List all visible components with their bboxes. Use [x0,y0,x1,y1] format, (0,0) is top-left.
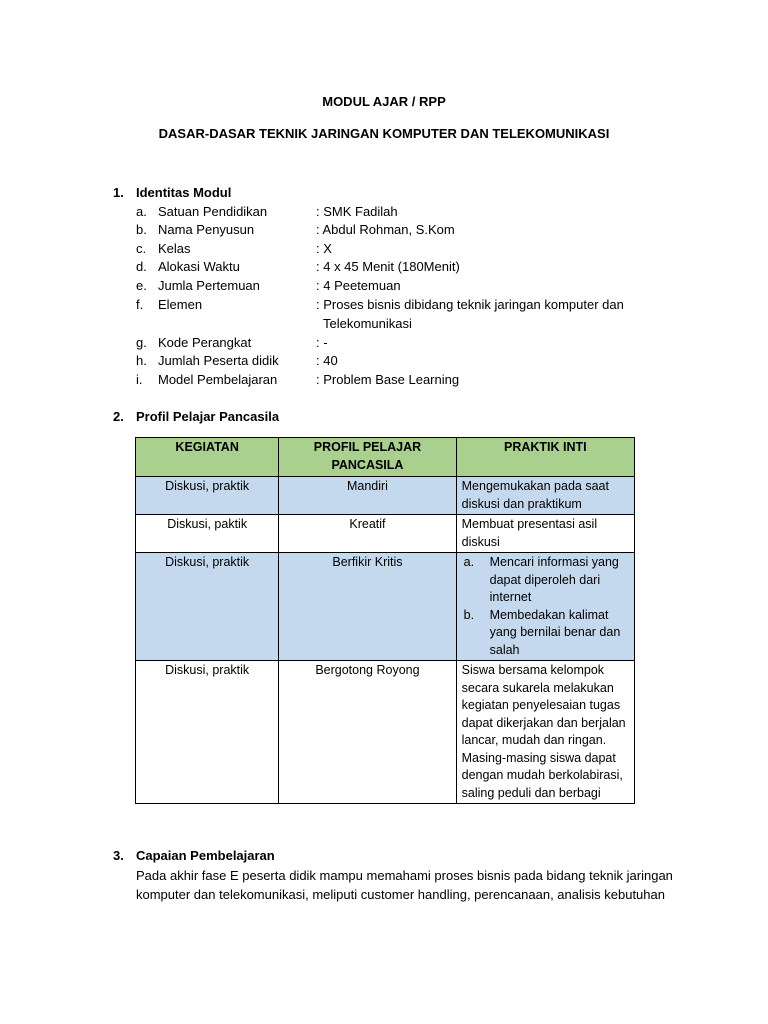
header-profil: PROFIL PELAJAR PANCASILA [279,438,456,477]
identity-letter: e. [136,278,147,293]
identity-label: Jumla Pertemuan [158,278,260,293]
list-letter: a. [463,555,475,569]
cell-praktik: Membuat presentasi asil diskusi [456,515,634,553]
list-item [462,554,629,607]
identity-value: : Abdul Rohman, S.Kom [316,222,455,237]
identity-row [0,278,768,297]
header-kegiatan: KEGIATAN [136,438,279,477]
list-letter: b. [463,607,475,622]
cell-praktik: Siswa bersama kelompok secara sukarela melakukan kegiatan penyelesaian tugas dapat dikerjakan dan berjalan lancar, mudah dan ringan. Masing-masing siswa dapat dengan mudah berkolabirasi, saling peduli dan berbagi [456,661,634,804]
identity-value: : - [316,335,328,350]
identity-label: Satuan Pendidikan [158,204,268,219]
identity-letter: c. [136,241,147,256]
header-praktik: PRAKTIK INTI [456,438,634,477]
identity-label: Kelas [158,241,191,256]
document-title: MODUL AJAR / RPP [322,94,446,109]
identity-row [0,222,768,241]
section-title: Profil Pelajar Pancasila [136,409,280,424]
identity-label: Jumlah Peserta didik [158,353,279,368]
table-row [136,477,635,515]
cell-profil: Berfikir Kritis [279,553,456,661]
identity-label: Elemen [158,297,203,312]
list-item [462,607,629,660]
section-number: 3. [113,848,124,863]
capaian-line: komputer dan telekomunikasi, meliputi customer handling, perencanaan, analisis kebutuhan [136,887,665,902]
cell-kegiatan: Diskusi, paktik [136,515,279,553]
identity-letter: d. [136,259,147,274]
identity-value: : 40 [316,353,338,368]
section-number: 1. [113,185,124,200]
identity-value: : X [316,241,332,256]
identity-letter: h. [136,353,147,368]
identity-value: : 4 Peetemuan [316,278,401,293]
list-text: Membedakan kalimat yang bernilai benar dan salah [489,607,621,657]
identity-row [0,204,768,223]
section-title: Identitas Modul [136,185,232,200]
identity-letter: g. [136,335,147,350]
cell-kegiatan: Diskusi, praktik [136,477,279,515]
cell-profil: Bergotong Royong [279,661,456,804]
cell-praktik-list [456,553,634,661]
identity-letter: f. [136,297,144,312]
identity-row [0,259,768,278]
cell-praktik: Mengemukakan pada saat diskusi dan praktikum [456,477,634,515]
identity-value: : 4 x 45 Menit (180Menit) [316,259,460,274]
identity-letter: a. [136,204,147,219]
cell-kegiatan: Diskusi, praktik [136,661,279,804]
identity-label: Nama Penyusun [158,222,255,237]
cell-profil: Kreatif [279,515,456,553]
identity-label: Model Pembelajaran [158,372,278,387]
identity-letter: b. [136,222,147,237]
list-text: Mencari informasi yang dapat diperoleh dari internet [489,555,619,604]
identity-row [0,335,768,354]
table-row [136,553,635,661]
identity-label: Alokasi Waktu [158,259,240,274]
cell-profil: Mandiri [279,477,456,515]
profil-pancasila-table [135,437,635,804]
identity-row [0,241,768,260]
identity-row [0,297,768,316]
cell-kegiatan: Diskusi, praktik [136,553,279,661]
identity-row [0,372,768,391]
identity-value: : Proses bisnis dibidang teknik jaringan komputer dan [316,297,624,312]
section-number: 2. [113,409,124,424]
identity-value: : Problem Base Learning [316,372,460,387]
table-header-row [136,438,635,477]
identity-value-continuation: Telekomunikasi [323,316,412,331]
identity-letter: i. [136,372,143,387]
table-row [136,515,635,553]
identity-row [0,353,768,372]
document-subtitle: DASAR-DASAR TEKNIK JARINGAN KOMPUTER DAN TELEKOMUNIKASI [158,126,610,141]
table-row [136,661,635,804]
capaian-line: Pada akhir fase E peserta didik mampu memahami proses bisnis pada bidang teknik jaringan [136,868,673,883]
identity-label: Kode Perangkat [158,335,252,350]
identity-value: : SMK Fadilah [316,204,398,219]
section-title: Capaian Pembelajaran [136,848,275,863]
